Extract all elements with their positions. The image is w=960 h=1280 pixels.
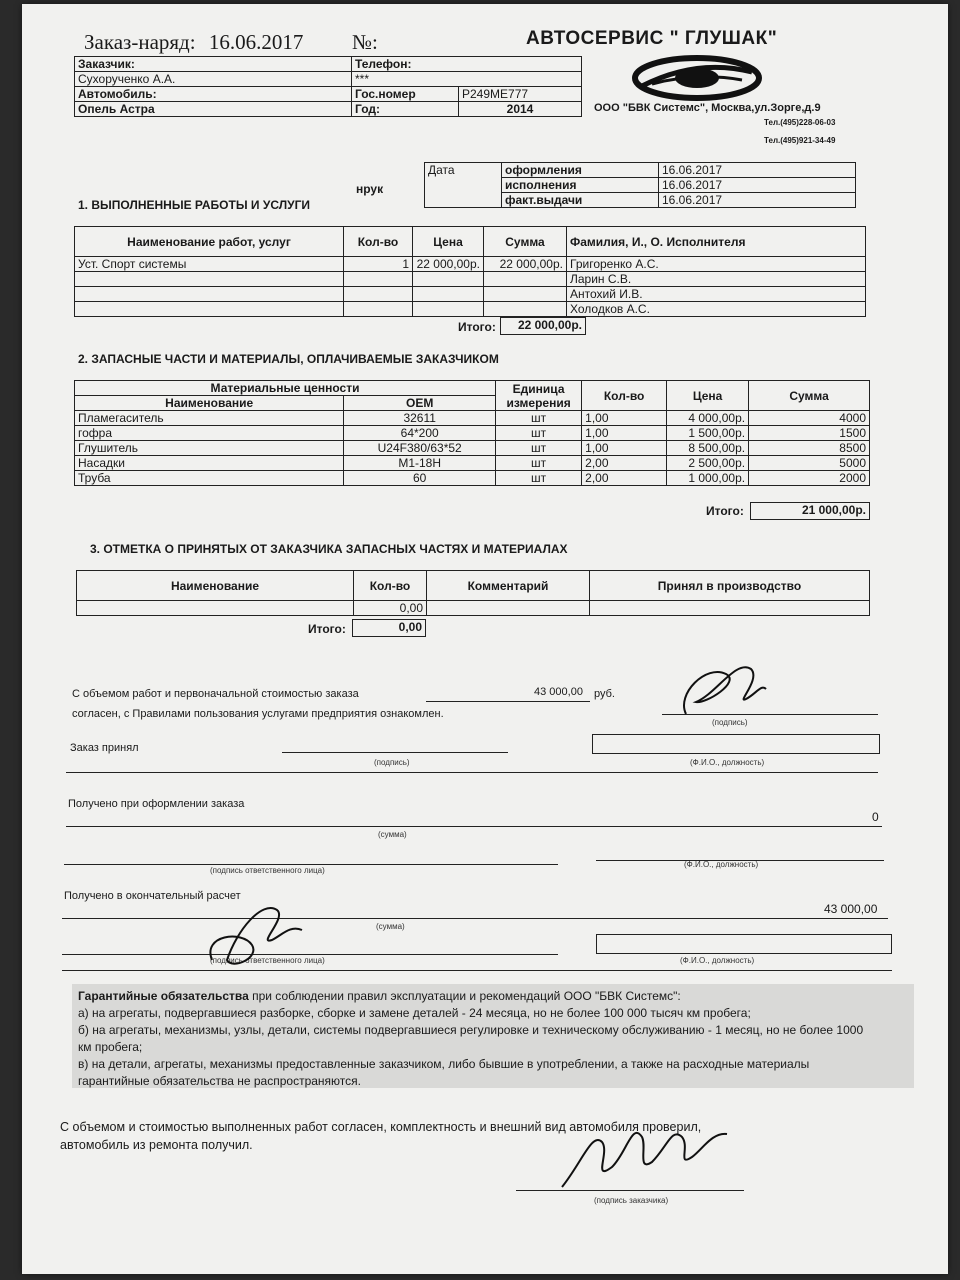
year-value: 2014 (459, 102, 582, 117)
part-qty: 2,00 (582, 456, 667, 471)
part-price: 1 000,00р. (667, 471, 749, 486)
warranty-item-b: б) на агрегаты, механизмы, узлы, детали, системы подвергавшиеся регулировке и техническому обслуживанию - 1 месяц, но не более 1000 (78, 1023, 864, 1037)
received-order-fio-caption: (Ф.И.О., должность) (684, 860, 759, 869)
date-row-name: оформления (502, 163, 659, 178)
section2-title: 2. ЗАПАСНЫЕ ЧАСТИ И МАТЕРИАЛЫ, ОПЛАЧИВАЕМЫЕ ЗАКАЗЧИКОМ (78, 352, 499, 366)
date-row-value: 16.06.2017 (659, 163, 856, 178)
work-executor: Ларин С.В. (567, 272, 866, 287)
part-name: гофра (75, 426, 344, 441)
part-sum: 5000 (749, 456, 870, 471)
part-price: 1 500,00р. (667, 426, 749, 441)
parts-total-label: Итого: (706, 504, 744, 518)
table-row (75, 302, 866, 317)
received-final-sum-caption: (сумма) (376, 922, 405, 931)
parts-header: Единица измерения (496, 381, 582, 411)
received-final-resp-caption: (подпись ответственного лица) (210, 956, 325, 965)
table-row (75, 287, 866, 302)
date-row-name: факт.выдачи (502, 193, 659, 208)
received-final-label: Получено в окончательный расчет (64, 890, 241, 902)
customer-label: Заказчик: (75, 57, 352, 72)
table-row (75, 426, 870, 441)
plate-value: Р249МЕ777 (459, 87, 582, 102)
parts-header: Цена (667, 381, 749, 411)
part-sum: 1500 (749, 426, 870, 441)
works-table (74, 226, 866, 317)
work-name (75, 287, 344, 302)
part-oem: M1-18H (344, 456, 496, 471)
work-qty: 1 (344, 257, 413, 272)
part-price: 2 500,00р. (667, 456, 749, 471)
phone-value: *** (352, 72, 582, 87)
order-number-label: №: (352, 30, 378, 54)
received-parts-table (76, 570, 870, 616)
works-header: Фамилия, И., О. Исполнителя (567, 227, 866, 257)
received-header: Кол-во (354, 571, 427, 601)
warranty-block (72, 984, 914, 1088)
received-total-value: 0,00 (352, 619, 426, 637)
part-qty: 1,00 (582, 426, 667, 441)
warranty-item-b-cont: км пробега; (78, 1040, 143, 1054)
work-price (413, 272, 484, 287)
work-name: Уст. Спорт системы (75, 257, 344, 272)
received-total-label: Итого: (308, 622, 346, 636)
work-name (75, 302, 344, 317)
accepted-fio-caption: (Ф.И.О., должность) (690, 758, 765, 767)
received-header: Наименование (77, 571, 354, 601)
year-label: Год: (352, 102, 459, 117)
agreement-line-2: согласен, с Правилами пользования услугами предприятия ознакомлен. (72, 708, 444, 720)
warranty-item-c: в) на детали, агрегаты, механизмы предоставленные заказчиком, либо бывшие в употреблении, а также на расходные материалы (78, 1057, 810, 1071)
work-executor: Антохий И.В. (567, 287, 866, 302)
order-title (84, 30, 303, 55)
part-unit: шт (496, 471, 582, 486)
works-header: Сумма (484, 227, 567, 257)
order-date: 16.06.2017 (208, 30, 304, 54)
warranty-intro-text: при соблюдении правил эксплуатации и рекомендаций ООО "БВК Системс": (248, 989, 681, 1003)
table-row (75, 257, 866, 272)
dates-table (424, 162, 856, 208)
parts-header: OEM (344, 396, 496, 411)
received-final-fio-box (596, 934, 892, 954)
final-line-1: С объемом и стоимостью выполненных работ согласен, комплектность и внешний вид автомобиля проверил, (60, 1120, 702, 1134)
work-executor: Григоренко А.С. (567, 257, 866, 272)
received-final-fio-caption: (Ф.И.О., должность) (680, 956, 755, 965)
parts-total-value: 21 000,00р. (750, 502, 870, 520)
part-name: Пламегаситель (75, 411, 344, 426)
agreement-currency: руб. (594, 688, 615, 700)
order-label: Заказ-наряд: (84, 30, 196, 54)
part-name: Труба (75, 471, 344, 486)
part-oem: U24F380/63*52 (344, 441, 496, 456)
car-value: Опель Астра (75, 102, 352, 117)
part-sum: 8500 (749, 441, 870, 456)
works-total-label: Итого: (458, 320, 496, 334)
parts-group-header: Материальные ценности (75, 381, 496, 396)
date-row-value: 16.06.2017 (659, 178, 856, 193)
part-sum: 2000 (749, 471, 870, 486)
company-name: АВТОСЕРВИС " ГЛУШАК" (526, 28, 778, 49)
received-order-label: Получено при оформлении заказа (68, 798, 245, 810)
date-row-name: исполнения (502, 178, 659, 193)
table-row (75, 456, 870, 471)
part-qty: 2,00 (582, 471, 667, 486)
work-price: 22 000,00р. (413, 257, 484, 272)
received-accepted (590, 601, 870, 616)
warranty-item-a: а) на агрегаты, подвергавшиеся разборке, сборке и замене деталей - 24 месяца, но не более 100 000 тысяч км пробега; (78, 1006, 751, 1020)
work-qty (344, 272, 413, 287)
section1-title: 1. ВЫПОЛНЕННЫЕ РАБОТЫ И УСЛУГИ (78, 198, 311, 212)
warranty-item-c-cont: гарантийные обязательства не распространяются. (78, 1074, 361, 1088)
work-name (75, 272, 344, 287)
table-row (77, 601, 870, 616)
received-name (77, 601, 354, 616)
part-price: 8 500,00р. (667, 441, 749, 456)
received-header: Принял в производство (590, 571, 870, 601)
company-org: ООО "БВК Системс", Москва,ул.Зорге,д.9 (594, 102, 821, 114)
car-label: Автомобиль: (75, 87, 352, 102)
parts-header: Кол-во (582, 381, 667, 411)
agreement-amount: 43 000,00 (534, 686, 583, 698)
accepted-label: Заказ принял (70, 742, 139, 754)
part-unit: шт (496, 411, 582, 426)
table-row (75, 441, 870, 456)
received-comment (427, 601, 590, 616)
part-qty: 1,00 (582, 441, 667, 456)
customer-value: Сухорученко А.А. (75, 72, 352, 87)
parts-header: Наименование (75, 396, 344, 411)
works-header: Кол-во (344, 227, 413, 257)
part-unit: шт (496, 456, 582, 471)
work-executor: Холодков А.С. (567, 302, 866, 317)
part-sum: 4000 (749, 411, 870, 426)
nruk-text: нрук (356, 182, 384, 196)
parts-table (74, 380, 870, 486)
part-name: Глушитель (75, 441, 344, 456)
received-header: Комментарий (427, 571, 590, 601)
final-caption: (подпись заказчика) (594, 1196, 669, 1205)
work-sum: 22 000,00р. (484, 257, 567, 272)
work-qty (344, 302, 413, 317)
agreement-line-1: С объемом работ и первоначальной стоимостью заказа (72, 688, 359, 700)
company-logo (622, 54, 772, 102)
works-header: Цена (413, 227, 484, 257)
dates-label: Дата (425, 163, 502, 208)
final-line-2: автомобиль из ремонта получил. (60, 1138, 253, 1152)
received-order-amount: 0 (872, 810, 879, 824)
works-header: Наименование работ, услуг (75, 227, 344, 257)
received-final-amount: 43 000,00 (824, 902, 878, 916)
work-price (413, 302, 484, 317)
accepted-fio-box (592, 734, 880, 754)
part-unit: шт (496, 426, 582, 441)
works-total-value: 22 000,00р. (500, 317, 586, 335)
table-row (75, 272, 866, 287)
work-price (413, 287, 484, 302)
parts-header: Сумма (749, 381, 870, 411)
accepted-sign-caption: (подпись) (374, 758, 410, 767)
customer-signature-2 (552, 1112, 742, 1196)
work-sum (484, 287, 567, 302)
table-row (75, 411, 870, 426)
phone-label: Телефон: (352, 57, 582, 72)
table-row (75, 471, 870, 486)
part-qty: 1,00 (582, 411, 667, 426)
received-order-resp-caption: (подпись ответственного лица) (210, 866, 325, 875)
warranty-intro (78, 988, 908, 1005)
work-sum (484, 272, 567, 287)
part-name: Насадки (75, 456, 344, 471)
company-phone-1: Тел.(495)228-06-03 (764, 118, 836, 127)
customer-signature-1 (666, 654, 776, 724)
agreement-signature-caption: (подпись) (712, 718, 748, 727)
company-phone-2: Тел.(495)921-34-49 (764, 136, 836, 145)
section3-title: 3. ОТМЕТКА О ПРИНЯТЫХ ОТ ЗАКАЗЧИКА ЗАПАСНЫХ ЧАСТЯХ И МАТЕРИАЛАХ (90, 542, 568, 556)
part-oem: 32611 (344, 411, 496, 426)
plate-label: Гос.номер (352, 87, 459, 102)
received-order-sum-caption: (сумма) (378, 830, 407, 839)
work-sum (484, 302, 567, 317)
part-price: 4 000,00р. (667, 411, 749, 426)
received-qty: 0,00 (354, 601, 427, 616)
part-oem: 60 (344, 471, 496, 486)
work-qty (344, 287, 413, 302)
order-form-paper (22, 4, 948, 1274)
client-info-table (74, 56, 582, 117)
date-row-value: 16.06.2017 (659, 193, 856, 208)
part-unit: шт (496, 441, 582, 456)
cashier-signature (202, 890, 312, 974)
part-oem: 64*200 (344, 426, 496, 441)
warranty-title: Гарантийные обязательства (78, 989, 249, 1003)
